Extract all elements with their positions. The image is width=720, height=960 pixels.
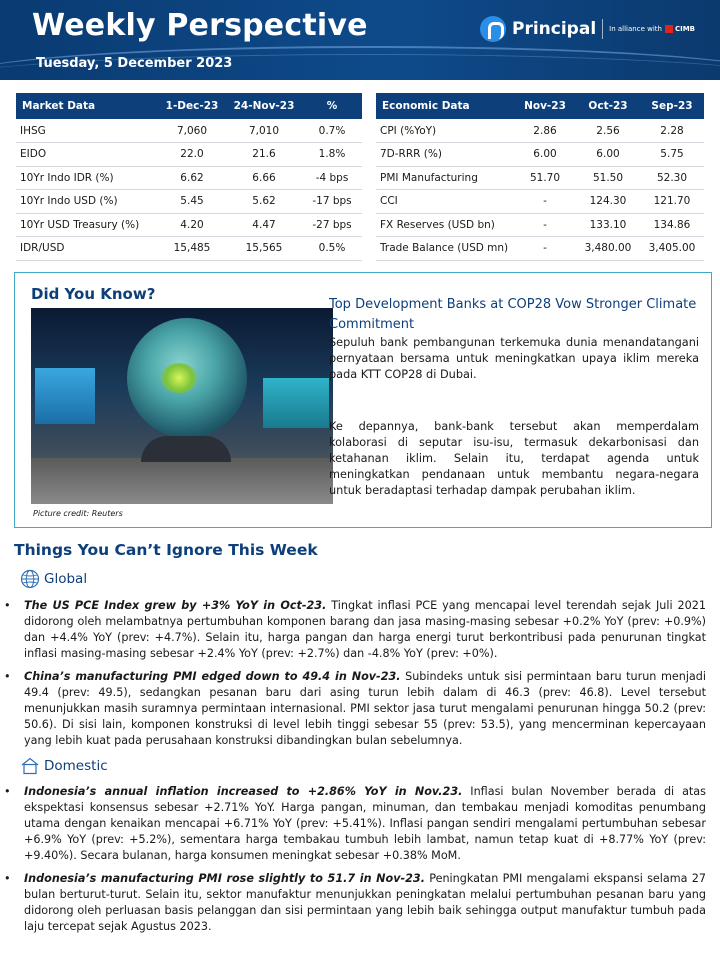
- did-you-know-box: [14, 272, 712, 528]
- table-cell: 121.70: [640, 190, 704, 214]
- table-header: 1-Dec-23: [158, 93, 226, 119]
- news-body: Tingkat inflasi PCE yang mencapai level terendah sejak Juli 2021 didorong oleh melambatnya pertumbuhan komponen barang dan jasa masing-masing sebesar +0.2% YoY (prev: +0.9%) dan +4.4% YoY (prev: +4.7%). Selain itu, harga pangan dan harga energi turut berkontribusi pada penurunan tingkat inflasi masing-masing sebesar +2.4% YoY (prev: +2.7%) dan -4.8% YoY (prev: +0%).: [24, 599, 706, 660]
- table-header: Economic Data: [376, 93, 514, 119]
- table-cell: -: [514, 213, 576, 237]
- list-item: [0, 669, 720, 749]
- row-label: CCI: [376, 190, 514, 214]
- news-lead: China’s manufacturing PMI edged down to 49.4 in Nov-23.: [24, 670, 401, 683]
- news-body: Inflasi bulan November berada di atas ekspektasi konsensus sebesar +2.71% YoY. Harga pangan, minuman, dan tembakau menjadi komoditas penumbang utama dengan kenaikan mencapai +6.71% YoY (prev: +5.41%). Inflasi pangan sendiri mengalami pertumbuhan sebesar +6.9% YoY (prev: +5.2%), sementara harga tembakau tumbuh lebih lambat, namun tetap kuat di +8.77% YoY (prev: +9.40%). Secara bulanan, harga konsumen meningkat sebesar +0.38% MoM.: [24, 785, 706, 862]
- domestic-news-list: [0, 784, 720, 942]
- table-header: 24-Nov-23: [226, 93, 302, 119]
- table-row: [376, 119, 704, 143]
- row-label: 7D-RRR (%): [376, 143, 514, 167]
- table-cell: 3,480.00: [576, 237, 640, 261]
- row-label: IDR/USD: [16, 237, 158, 261]
- brand-name: Principal: [512, 19, 597, 39]
- table-cell: 2.86: [514, 119, 576, 143]
- table-header: Market Data: [16, 93, 158, 119]
- article-paragraph: Sepuluh bank pembangunan terkemuka dunia menandatangani pernyataan bersama untuk meningkatkan upaya iklim mereka pada KTT COP28 di Dubai.: [329, 336, 699, 381]
- table-row: [376, 190, 704, 214]
- principal-logo-icon: [480, 16, 506, 42]
- table-cell: 5.62: [226, 190, 302, 214]
- news-body: Subindeks untuk sisi permintaan baru turun menjadi 49.4 (prev: 49.5), sedangkan pesanan baru dari asing turun lebih dalam di 46.3 (prev: 46.8). Level tersebut menunjukkan masih suramnya permintaan internasional. PMI sektor jasa turut mengalami penurunan hingga 50.2 (prev: 50.6). Di sisi lain, komponen konstruksi di level lebih tinggi sebesar 55 (prev: 53.5), yang mencerminan kepercayaan yang lebih kuat pada perusahaan konstruksi dibandingkan bulan sebelumnya.: [24, 670, 707, 747]
- table-header: Oct-23: [576, 93, 640, 119]
- row-label: EIDO: [16, 143, 158, 167]
- article-paragraph: Ke depannya, bank-bank tersebut akan memperdalam kolaborasi di seputar isu-isu, termasuk dekarbonisasi dan ketahanan iklim. Selain itu, terdapat agenda untuk meningkatkan pendanaan untuk membantu negara-negara untuk beradaptasi terhadap dampak perubahan iklim.: [329, 420, 699, 497]
- table-row: [16, 119, 362, 143]
- table-cell: 6.00: [576, 143, 640, 167]
- news-body: Peningkatan PMI mengalami ekspansi selama 27 bulan berturut-turut. Selain itu, sektor manufaktur menunjukkan peningkatan melalui pertumbuhan pesanan baru yang didorong oleh perluasan basis pelanggan dan sisi permintaan yang lebih baik sehingga output manufaktur tumbuh pada laju tercepat sejak Agustus 2023.: [24, 872, 706, 933]
- table-cell: 6.00: [514, 143, 576, 167]
- table-cell: 2.28: [640, 119, 704, 143]
- list-item: [0, 598, 720, 662]
- table-cell: 22.0: [158, 143, 226, 167]
- news-lead: Indonesia’s annual inflation increased to +2.86% YoY in Nov.23.: [24, 785, 463, 798]
- bullet-icon: •: [4, 785, 11, 798]
- table-cell: 1.8%: [302, 143, 362, 167]
- table-cell: 4.20: [158, 213, 226, 237]
- table-cell: -27 bps: [302, 213, 362, 237]
- table-cell: 124.30: [576, 190, 640, 214]
- globe-glow: [161, 363, 197, 393]
- row-label: 10Yr Indo IDR (%): [16, 166, 158, 190]
- table-cell: 51.50: [576, 166, 640, 190]
- table-header: Sep-23: [640, 93, 704, 119]
- section-title: Things You Can’t Ignore This Week: [14, 541, 318, 559]
- table-cell: 51.70: [514, 166, 576, 190]
- row-label: IHSG: [16, 119, 158, 143]
- table-cell: 0.7%: [302, 119, 362, 143]
- category-label: Global: [44, 571, 88, 587]
- table-cell: 134.86: [640, 213, 704, 237]
- globe-icon: [20, 569, 40, 589]
- table-cell: 2.56: [576, 119, 640, 143]
- bullet-icon: •: [4, 670, 11, 683]
- table-row: [376, 237, 704, 261]
- category-label: Domestic: [44, 758, 108, 774]
- table-cell: 15,485: [158, 237, 226, 261]
- table-cell: 133.10: [576, 213, 640, 237]
- table-cell: 7,010: [226, 119, 302, 143]
- article-headline: Top Development Banks at COP28 Vow Stronger Climate Commitment: [329, 297, 697, 332]
- home-icon: [20, 756, 40, 776]
- table-cell: 21.6: [226, 143, 302, 167]
- table-cell: 5.75: [640, 143, 704, 167]
- did-you-know-title: Did You Know?: [31, 285, 156, 303]
- table-cell: -17 bps: [302, 190, 362, 214]
- header-banner: [0, 0, 720, 80]
- table-row: [16, 213, 362, 237]
- table-row: [16, 237, 362, 261]
- table-cell: 0.5%: [302, 237, 362, 261]
- row-label: Trade Balance (USD mn): [376, 237, 514, 261]
- list-item: [0, 784, 720, 864]
- table-row: [16, 190, 362, 214]
- brand-divider: [602, 19, 603, 39]
- table-cell: -4 bps: [302, 166, 362, 190]
- table-cell: 3,405.00: [640, 237, 704, 261]
- table-header: %: [302, 93, 362, 119]
- news-lead: Indonesia’s manufacturing PMI rose slightly to 51.7 in Nov-23.: [24, 872, 425, 885]
- page-date: Tuesday, 5 December 2023: [36, 56, 233, 71]
- row-label: 10Yr Indo USD (%): [16, 190, 158, 214]
- table-cell: 4.47: [226, 213, 302, 237]
- photo-floor: [31, 458, 333, 504]
- row-label: CPI (%YoY): [376, 119, 514, 143]
- table-cell: 15,565: [226, 237, 302, 261]
- table-cell: 6.66: [226, 166, 302, 190]
- economic-data-table: [376, 93, 704, 261]
- brand-logo-group: [480, 16, 695, 42]
- table-cell: 7,060: [158, 119, 226, 143]
- partner-name: CIMB: [674, 25, 696, 33]
- bullet-icon: •: [4, 872, 11, 885]
- cimb-logo-icon: [665, 25, 673, 33]
- display-screen: [35, 368, 95, 424]
- row-label: FX Reserves (USD bn): [376, 213, 514, 237]
- category-global: [20, 569, 87, 589]
- table-row: [16, 166, 362, 190]
- news-lead: The US PCE Index grew by +3% YoY in Oct-23.: [24, 599, 327, 612]
- display-screen: [263, 378, 329, 428]
- table-row: [376, 143, 704, 167]
- table-row: [376, 166, 704, 190]
- table-cell: -: [514, 237, 576, 261]
- cop28-photo: [31, 308, 333, 504]
- globe-stand: [141, 436, 231, 462]
- row-label: 10Yr USD Treasury (%): [16, 213, 158, 237]
- page-title: Weekly Perspective: [32, 8, 368, 43]
- row-label: PMI Manufacturing: [376, 166, 514, 190]
- table-cell: 5.45: [158, 190, 226, 214]
- table-cell: 6.62: [158, 166, 226, 190]
- alliance-text: In alliance with: [609, 25, 662, 33]
- category-domestic: [20, 756, 108, 776]
- bullet-icon: •: [4, 599, 11, 612]
- table-row: [16, 143, 362, 167]
- table-row: [376, 213, 704, 237]
- table-header: Nov-23: [514, 93, 576, 119]
- market-data-table: [16, 93, 362, 261]
- global-news-list: [0, 598, 720, 756]
- table-cell: -: [514, 190, 576, 214]
- table-cell: 52.30: [640, 166, 704, 190]
- photo-caption: Picture credit: Reuters: [33, 509, 123, 518]
- list-item: [0, 871, 720, 935]
